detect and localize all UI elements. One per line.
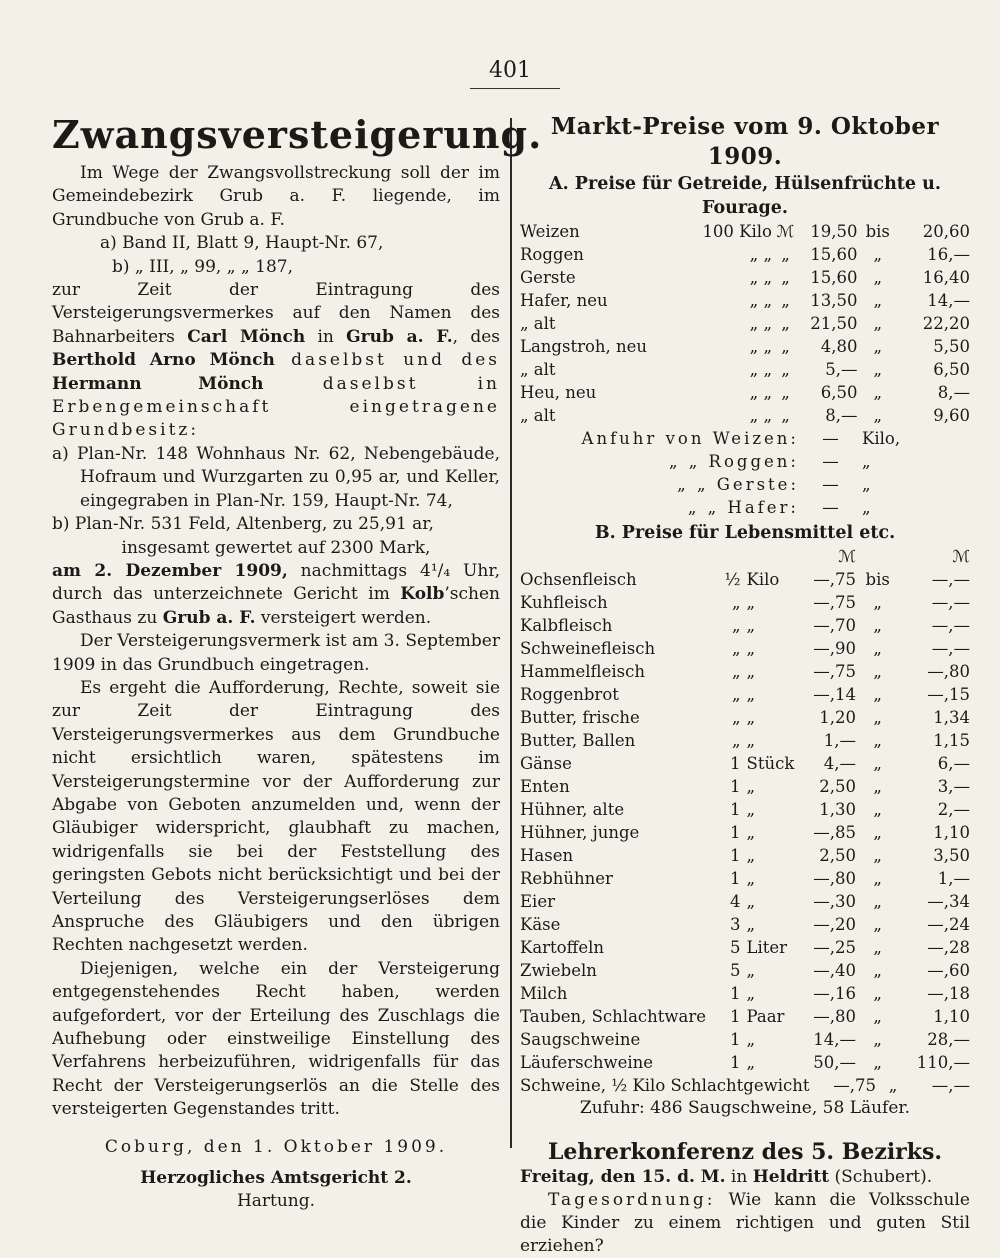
food-unit: „	[746, 1030, 756, 1049]
food-unit: „	[746, 639, 756, 658]
column-divider	[510, 118, 512, 1148]
food-high: —,18	[927, 984, 970, 1003]
grain-quantity: „ „	[749, 314, 772, 333]
grain-high: 20,60	[922, 222, 970, 241]
table-row	[520, 752, 970, 775]
table-row	[520, 496, 970, 519]
grain-name: Roggen	[520, 245, 584, 264]
food-high: 1,—	[937, 869, 970, 888]
auction-date: am 2. Dezember 1909,	[52, 560, 288, 581]
grain-name: „ alt	[520, 314, 556, 333]
food-high: —,15	[927, 685, 970, 704]
table-row	[520, 936, 970, 959]
food-name: Enten	[520, 777, 570, 796]
food-quantity: „	[731, 708, 741, 727]
food-low: —,70	[813, 616, 856, 635]
food-name: Eier	[520, 892, 555, 911]
food-name: Hühner, junge	[520, 823, 640, 842]
food-quantity: „	[731, 593, 741, 612]
food-quantity: 4	[730, 892, 741, 911]
grain-high: 22,20	[922, 314, 970, 333]
food-low: —,20	[813, 915, 856, 934]
food-price-table	[520, 545, 970, 1074]
grain-name: Gerste	[520, 268, 576, 287]
food-quantity: 1	[730, 1053, 741, 1072]
grain-sep: „	[873, 245, 883, 264]
grain-currency: „	[781, 360, 790, 379]
food-unit: „	[746, 915, 756, 934]
table-row	[520, 427, 970, 450]
food-quantity: 1	[730, 754, 741, 773]
food-sep: „	[873, 708, 882, 727]
grain-currency: „	[781, 337, 790, 356]
supply-value: —	[822, 429, 839, 448]
conference-date: Freitag, den 15. d. M.	[520, 1167, 726, 1187]
conference-title: Lehrerkonferenz des 5. Bezirks.	[547, 1139, 943, 1165]
grain-currency: „	[781, 314, 790, 333]
food-low: —,14	[813, 685, 856, 704]
food-sep: „	[873, 892, 882, 911]
owner-place-1: Grub a. F.	[346, 326, 453, 347]
grain-quantity: „ „	[749, 268, 772, 287]
food-quantity: 5	[730, 938, 741, 957]
food-unit: Liter	[746, 938, 788, 957]
plan-a: a) Plan-Nr. 148 Wohnhaus Nr. 62, Nebengebäude, Hofraum und Wurzgarten zu 0,95 ar, und Keller, eingegraben in Plan-Nr. 159, Haupt-Nr. 74,	[52, 443, 500, 511]
grain-low: 15,60	[810, 245, 858, 264]
grain-low: 13,50	[810, 291, 858, 310]
table-row	[520, 913, 970, 936]
grain-low: 4,80	[820, 337, 858, 356]
food-high: 3,50	[933, 846, 970, 865]
currency-head-high: ℳ	[952, 547, 970, 566]
food-sep: „	[873, 984, 882, 1003]
total-value: insgesamt gewertet auf 2300 Mark,	[121, 537, 431, 558]
grain-name: Hafer, neu	[520, 291, 608, 310]
supply-unit: „	[862, 452, 871, 471]
food-low: —,85	[813, 823, 856, 842]
food-name: Läuferschweine	[520, 1053, 654, 1072]
food-unit: „	[746, 892, 756, 911]
grain-low: 21,50	[810, 314, 858, 333]
grain-sep: „	[873, 268, 883, 287]
pig-line-low: —,75	[833, 1076, 876, 1095]
food-sep: „	[873, 639, 882, 658]
food-sep: „	[873, 938, 882, 957]
food-quantity: „	[731, 685, 741, 704]
place-date: Coburg, den 1. Oktober 1909.	[104, 1136, 448, 1157]
grain-name: „ alt	[520, 360, 556, 379]
food-low: —,75	[813, 593, 856, 612]
table-row	[520, 243, 970, 266]
food-unit: „	[746, 823, 756, 842]
supply-unit: „	[862, 498, 871, 517]
table-row	[520, 775, 970, 798]
table-row	[520, 404, 970, 427]
market-prices	[520, 112, 970, 1258]
food-unit: Kilo	[746, 570, 780, 589]
table-row	[520, 660, 970, 683]
food-name: Saugschweine	[520, 1030, 641, 1049]
food-name: Hammelfleisch	[520, 662, 645, 681]
owners-text-2: in	[305, 326, 347, 347]
food-unit: „	[746, 961, 756, 980]
table-row	[520, 1005, 970, 1028]
table-row	[520, 473, 970, 496]
food-name: Butter, frische	[520, 708, 640, 727]
page-number: 401	[489, 58, 531, 83]
owner-name-2: Berthold Arno Mönch	[52, 350, 275, 371]
supply-unit: Kilo,	[862, 429, 901, 448]
signer: Hartung.	[236, 1191, 316, 1212]
food-quantity: 1	[730, 846, 741, 865]
table-row	[520, 312, 970, 335]
conference-date-line	[520, 1166, 970, 1189]
food-quantity: 1	[730, 1030, 741, 1049]
food-high: —,80	[927, 662, 970, 681]
grain-quantity: „ „	[749, 406, 772, 425]
food-name: Butter, Ballen	[520, 731, 636, 750]
food-unit: „	[746, 731, 756, 750]
food-unit: „	[746, 1053, 756, 1072]
food-name: Gänse	[520, 754, 572, 773]
grain-low: 6,50	[820, 383, 858, 402]
agenda-text: Wie kann die Volksschule die Kinder zu einem richtigen und guten Stil erziehen?	[520, 1190, 970, 1256]
auction-date-paragraph	[52, 560, 500, 630]
food-low: 1,—	[823, 731, 856, 750]
food-quantity: „	[731, 731, 741, 750]
food-low: —,25	[813, 938, 856, 957]
food-unit: „	[746, 593, 756, 612]
grain-sep: bis	[865, 222, 890, 241]
grain-quantity: 100 Kilo	[702, 222, 772, 241]
auction-text-1: nachmittags 4¹/₄ Uhr, durch das unterzeichnete Gericht im	[52, 560, 500, 605]
table-row	[520, 959, 970, 982]
table-row	[520, 982, 970, 1005]
food-name: Schweinefleisch	[520, 639, 656, 658]
food-quantity: „	[731, 639, 741, 658]
conference-agenda	[520, 1189, 970, 1258]
food-name: Milch	[520, 984, 568, 1003]
food-name: Käse	[520, 915, 561, 934]
table-row	[520, 706, 970, 729]
objection-paragraph: Diejenigen, welche ein der Versteigerung entgegenstehendes Recht haben, werden aufgefordert, vor der Erteilung des Zuschlags die Aufhebung oder einstweilige Einstellung des Verfahrens herbeizuführen, widrigenfalls für das Recht der Versteigerungserlös an die Stelle des versteigerten Gegenstandes tritt.	[52, 958, 500, 1120]
food-high: 28,—	[927, 1030, 970, 1049]
conference-place: Heldritt	[752, 1167, 830, 1187]
food-sep: „	[873, 1007, 882, 1026]
food-sep: „	[873, 685, 882, 704]
notice-intro: Im Wege der Zwangsvollstreckung soll der im Gemeindebezirk Grub a. F. liegende, im Grundbuche von Grub a. F.	[52, 163, 500, 230]
food-unit: „	[746, 869, 756, 888]
supply-pigs: Zufuhr: 486 Saugschweine, 58 Läufer.	[579, 1098, 911, 1118]
food-quantity: „	[731, 616, 741, 635]
pig-line	[520, 1074, 970, 1097]
owners-text-3: , des	[452, 326, 500, 347]
food-sep: „	[873, 846, 882, 865]
food-high: 1,10	[933, 1007, 970, 1026]
supply-label: Anfuhr von Weizen:	[581, 429, 799, 448]
food-quantity: 1	[730, 869, 741, 888]
food-high: —,60	[927, 961, 970, 980]
food-unit: „	[746, 662, 756, 681]
grain-sep: „	[873, 291, 883, 310]
table-row	[520, 568, 970, 591]
grain-name: „ alt	[520, 406, 556, 425]
inn-name: Kolb	[400, 584, 445, 605]
owners-paragraph	[52, 279, 500, 443]
table-row	[520, 450, 970, 473]
food-name: Hasen	[520, 846, 574, 865]
table-row	[520, 844, 970, 867]
food-quantity: 3	[730, 915, 741, 934]
food-high: 2,—	[937, 800, 970, 819]
table-row	[520, 1028, 970, 1051]
conference-in: in	[725, 1167, 753, 1187]
grain-currency: ℳ	[776, 222, 795, 241]
pig-line-high: —,—	[931, 1076, 970, 1095]
grain-currency: „	[781, 383, 790, 402]
food-low: —,80	[813, 1007, 856, 1026]
food-low: —,75	[813, 570, 856, 589]
land-register-b: b) „ III, „ 99, „ „ 187,	[112, 256, 294, 277]
owners-text-5: daselbst in Erbengemeinschaft eingetragene Grundbesitz:	[52, 373, 501, 441]
food-high: —,34	[927, 892, 970, 911]
auction-text-2: ’schen Gasthaus zu	[52, 584, 500, 628]
conference-host: (Schubert).	[829, 1167, 933, 1187]
table-row	[520, 220, 970, 243]
court-name: Herzogliches Amtsgericht 2.	[140, 1168, 412, 1189]
food-high: 3,—	[937, 777, 970, 796]
claims-paragraph: Es ergeht die Aufforderung, Rechte, soweit sie zur Zeit der Eintragung des Versteigerungsvermerkes aus dem Grundbuche nicht ersichtlich waren, spätestens im Versteigerungstermine vor der Aufforderung zur Abgabe von Geboten anzumelden und, wenn der Gläubiger widerspricht, glaubhaft zu machen, widrigenfalls sie bei der Feststellung des geringsten Gebots nicht berücksichtigt und bei der Verteilung des Versteigerungserlöses dem Anspruche des Gläubigers und den übrigen Rechten nachgesetzt werden.	[52, 677, 500, 956]
auction-text-3: versteigert werden.	[255, 607, 432, 628]
grain-sep: „	[873, 360, 883, 379]
owners-text-1: zur Zeit der Eintragung des Versteigerungsvermerkes auf den Namen des Bahnarbeiters	[52, 280, 500, 347]
plan-b: b) Plan-Nr. 531 Feld, Altenberg, zu 25,91 ar,	[52, 514, 434, 535]
food-high: 110,—	[916, 1053, 970, 1072]
food-low: 1,30	[819, 800, 856, 819]
food-high: —,—	[931, 616, 970, 635]
grain-high: 8,—	[937, 383, 970, 402]
grain-name: Heu, neu	[520, 383, 597, 402]
grain-quantity: „ „	[749, 291, 772, 310]
food-unit: Stück	[746, 754, 795, 773]
section-b-heading: B. Preise für Lebensmittel etc.	[594, 523, 896, 543]
table-row	[520, 591, 970, 614]
owners-text-4: daselbst und des	[274, 350, 500, 371]
food-unit: „	[746, 708, 756, 727]
food-unit: „	[746, 984, 756, 1003]
table-row	[520, 729, 970, 752]
supply-value: —	[822, 452, 839, 471]
grain-currency: „	[781, 245, 790, 264]
food-name: Zwiebeln	[520, 961, 597, 980]
grain-price-table	[520, 220, 970, 427]
food-high: 6,—	[937, 754, 970, 773]
grain-sep: „	[873, 314, 883, 333]
food-quantity: 5	[730, 961, 741, 980]
food-quantity: 1	[730, 777, 741, 796]
food-unit: „	[746, 616, 756, 635]
grain-low: 19,50	[810, 222, 858, 241]
food-high: —,—	[931, 570, 970, 589]
notice-title: Zwangsversteigerung.	[52, 112, 543, 157]
food-sep: „	[873, 593, 882, 612]
table-row	[520, 289, 970, 312]
food-name: Kartoffeln	[520, 938, 605, 957]
pig-line-sep: „	[888, 1076, 898, 1095]
food-low: —,16	[813, 984, 856, 1003]
food-sep: „	[873, 915, 882, 934]
food-name: Hühner, alte	[520, 800, 625, 819]
food-name: Ochsenfleisch	[520, 570, 637, 589]
pig-line-name: Schweine, ½ Kilo Schlachtgewicht	[520, 1076, 810, 1095]
table-row	[520, 637, 970, 660]
food-low: —,30	[813, 892, 856, 911]
supply-label: „ „ Hafer:	[687, 498, 799, 517]
table-row	[520, 381, 970, 404]
food-sep: „	[873, 662, 882, 681]
food-low: 4,—	[823, 754, 856, 773]
food-sep: „	[873, 777, 882, 796]
land-register-a: a) Band II, Blatt 9, Haupt-Nr. 67,	[100, 233, 384, 254]
food-high: —,—	[931, 639, 970, 658]
supply-unit: „	[862, 475, 871, 494]
grain-high: 5,50	[933, 337, 970, 356]
owner-name-1: Carl Mönch	[187, 326, 306, 347]
food-low: —,40	[813, 961, 856, 980]
food-quantity: 1	[730, 823, 741, 842]
table-row	[520, 614, 970, 637]
table-row	[520, 1051, 970, 1074]
supply-value: —	[822, 475, 839, 494]
food-low: 1,20	[819, 708, 856, 727]
market-heading: Markt-Preise vom 9. Oktober 1909.	[550, 113, 940, 170]
food-unit: „	[746, 800, 756, 819]
grain-low: 15,60	[810, 268, 858, 287]
grain-quantity: „ „	[749, 383, 772, 402]
food-sep: „	[873, 823, 882, 842]
food-name: Kuhfleisch	[520, 593, 608, 612]
grain-high: 9,60	[933, 406, 970, 425]
food-low: —,80	[813, 869, 856, 888]
grain-high: 16,—	[927, 245, 970, 264]
table-row	[520, 821, 970, 844]
grain-name: Weizen	[520, 222, 580, 241]
supply-value: —	[822, 498, 839, 517]
food-sep: bis	[865, 570, 890, 589]
food-unit: Paar	[746, 1007, 785, 1026]
food-low: 14,—	[813, 1030, 856, 1049]
grain-quantity: „ „	[749, 337, 772, 356]
food-low: 50,—	[813, 1053, 856, 1072]
food-sep: „	[873, 1030, 882, 1049]
food-sep: „	[873, 616, 882, 635]
food-name: Rebhühner	[520, 869, 613, 888]
food-high: 1,15	[933, 731, 970, 750]
grain-quantity: „ „	[749, 245, 772, 264]
food-high: —,—	[931, 593, 970, 612]
grain-sep: „	[873, 337, 883, 356]
food-high: —,24	[927, 915, 970, 934]
table-row	[520, 266, 970, 289]
food-sep: „	[873, 731, 882, 750]
food-low: —,75	[813, 662, 856, 681]
table-row	[520, 683, 970, 706]
food-sep: „	[873, 869, 882, 888]
food-quantity: 1	[730, 984, 741, 1003]
food-unit: „	[746, 777, 756, 796]
food-high: 1,34	[933, 708, 970, 727]
table-row	[520, 798, 970, 821]
food-sep: „	[873, 1053, 882, 1072]
food-low: 2,50	[819, 846, 856, 865]
table-row	[520, 335, 970, 358]
currency-head-low: ℳ	[838, 547, 856, 566]
register-note: Der Versteigerungsvermerk ist am 3. September 1909 in das Grundbuch eingetragen.	[52, 631, 500, 675]
owner-name-3: Hermann Mönch	[52, 373, 264, 394]
food-sep: „	[873, 800, 882, 819]
grain-high: 14,—	[927, 291, 970, 310]
grain-sep: „	[873, 383, 883, 402]
grain-low: 5,—	[825, 360, 858, 379]
section-a-heading: A. Preise für Getreide, Hülsenfrüchte u. Fourage.	[549, 174, 941, 218]
agenda-label: Tagesordnung:	[548, 1190, 716, 1210]
food-low: 2,50	[819, 777, 856, 796]
table-row	[520, 358, 970, 381]
food-unit: „	[746, 685, 756, 704]
food-quantity: 1	[730, 1007, 741, 1026]
food-sep: „	[873, 754, 882, 773]
supply-label: „ „ Gerste:	[677, 475, 799, 494]
food-quantity: 1	[730, 800, 741, 819]
grain-sep: „	[873, 406, 883, 425]
food-name: Roggenbrot	[520, 685, 619, 704]
food-unit: „	[746, 846, 756, 865]
food-low: —,90	[813, 639, 856, 658]
food-quantity: ½	[724, 570, 741, 589]
grain-low: 8,—	[825, 406, 858, 425]
grain-high: 16,40	[922, 268, 970, 287]
grain-currency: „	[781, 291, 790, 310]
table-row	[520, 867, 970, 890]
grain-high: 6,50	[933, 360, 970, 379]
food-high: —,28	[927, 938, 970, 957]
grain-quantity: „ „	[749, 360, 772, 379]
table-row	[520, 890, 970, 913]
food-quantity: „	[731, 662, 741, 681]
food-high: 1,10	[933, 823, 970, 842]
grain-currency: „	[781, 268, 790, 287]
food-sep: „	[873, 961, 882, 980]
supply-label: „ „ Roggen:	[668, 452, 799, 471]
grain-name: Langstroh, neu	[520, 337, 648, 356]
food-name: Kalbfleisch	[520, 616, 613, 635]
grain-currency: „	[781, 406, 790, 425]
page-number-rule	[470, 88, 560, 89]
supply-table	[520, 427, 970, 519]
auction-place: Grub a. F.	[162, 607, 256, 628]
food-name: Tauben, Schlachtware	[520, 1007, 707, 1026]
